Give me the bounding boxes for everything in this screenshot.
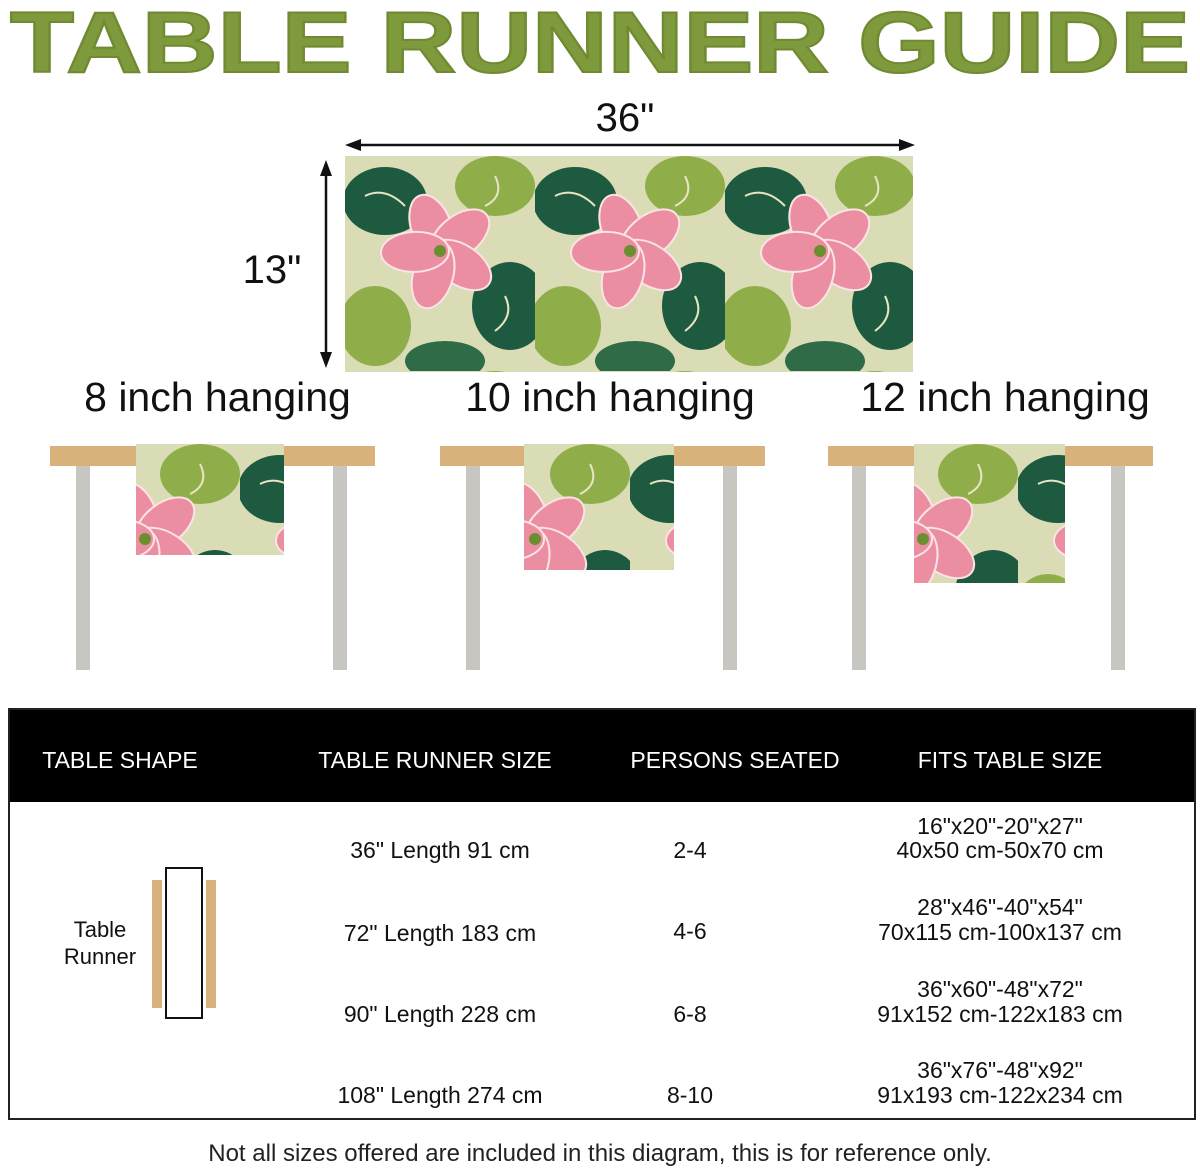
fits-in-4: 36"x76"-48"x92" (917, 1057, 1083, 1083)
fits-cm-1: 40x50 cm-50x70 cm (896, 837, 1104, 863)
header-runner-size: TABLE RUNNER SIZE (318, 747, 552, 773)
runner-size-2: 72" Length 183 cm (343, 920, 537, 946)
runner-image (345, 156, 913, 372)
table-illustration-10 (440, 444, 765, 672)
title-text: TABLE RUNNER GUIDE (10, 0, 1190, 90)
persons-3: 6-8 (673, 1001, 707, 1027)
hanging-label-10: 10 inch hanging (465, 374, 755, 420)
fits-cm-2: 70x115 cm-100x137 cm (878, 919, 1122, 945)
page-title (0, 0, 1200, 90)
hanging-label-8: 8 inch hanging (84, 374, 351, 420)
header-table-shape: TABLE SHAPE (42, 747, 198, 773)
width-arrow (345, 136, 915, 154)
runner-size-1: 36" Length 91 cm (350, 837, 530, 863)
fits-in-2: 28"x46"-40"x54" (917, 894, 1083, 920)
shape-label: Table Runner (63, 917, 137, 969)
table-illustration-8 (50, 444, 375, 672)
header-fits-table-size: FITS TABLE SIZE (917, 747, 1103, 773)
persons-4: 8-10 (666, 1082, 714, 1108)
fits-cm-3: 91x152 cm-122x183 cm (877, 1001, 1123, 1027)
runner-shape-icon (148, 866, 222, 1022)
fits-in-3: 36"x60"-48"x72" (917, 976, 1083, 1002)
footnote: Not all sizes offered are included in this diagram, this is for reference only. (208, 1140, 992, 1167)
width-label: 36" (595, 96, 655, 140)
persons-1: 2-4 (673, 837, 707, 863)
height-arrow (317, 160, 335, 368)
header-persons-seated: PERSONS SEATED (630, 747, 840, 773)
runner-size-4: 108" Length 274 cm (337, 1082, 543, 1108)
size-table (8, 708, 1196, 1120)
table-header (10, 710, 1194, 802)
runner-size-3: 90" Length 228 cm (343, 1001, 537, 1027)
persons-2: 4-6 (673, 918, 707, 944)
height-label: 13" (242, 248, 302, 292)
fits-cm-4: 91x193 cm-122x234 cm (877, 1082, 1123, 1108)
fits-in-1: 16"x20"-20"x27" (917, 813, 1083, 839)
hanging-label-12: 12 inch hanging (860, 374, 1150, 420)
table-illustration-12 (828, 444, 1153, 672)
